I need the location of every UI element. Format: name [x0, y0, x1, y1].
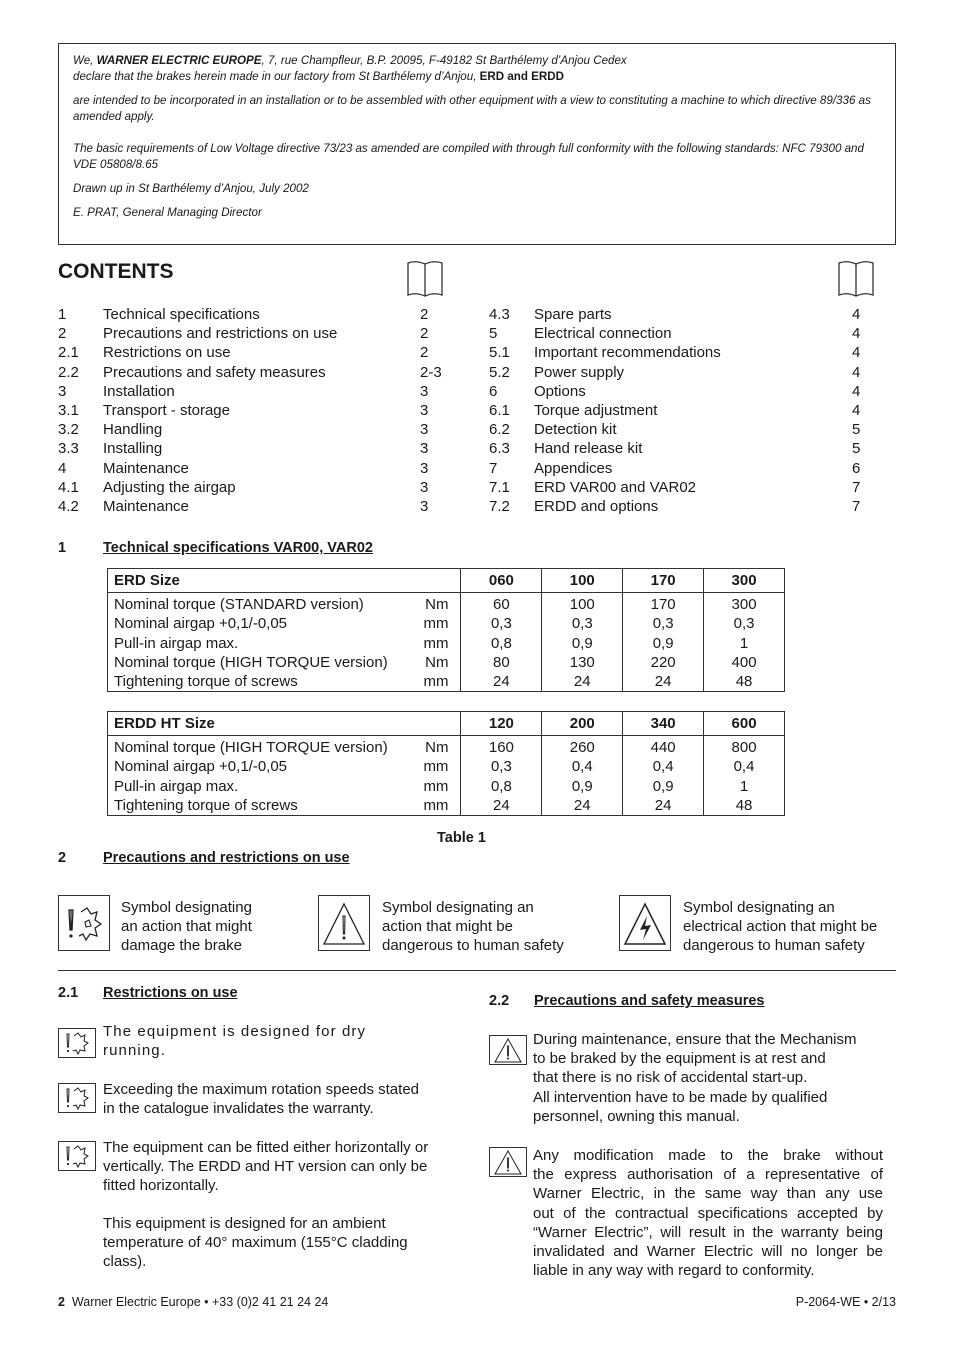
table-row-label — [114, 738, 460, 757]
section-number: 2 — [58, 850, 67, 866]
table-size-header: 100 — [542, 569, 623, 593]
text-line: personnel, owning this manual. — [533, 1107, 740, 1125]
symbol-description — [121, 898, 252, 955]
spec-label: Nominal airgap +0,1/-0,05 — [114, 615, 288, 633]
text-line: The equipment is designed for dry — [103, 1023, 367, 1040]
text-line: “Warner Electric”, will result in the warranty being — [533, 1223, 883, 1241]
table-cell: 0,9 — [571, 777, 593, 795]
text-line: class). — [103, 1253, 147, 1271]
table-cell: 0,4 — [652, 758, 674, 776]
safety-modification-warranty — [533, 1146, 883, 1280]
text-line: During maintenance, ensure that the Mechanism — [533, 1031, 857, 1048]
contents-entry-number: 4.1 — [58, 478, 79, 496]
contents-entry — [489, 382, 869, 401]
contents-entry — [489, 478, 869, 497]
table-cell: 100 — [569, 596, 595, 613]
table-row-label — [114, 757, 460, 776]
text-line: Any modification made to the brake without — [533, 1147, 883, 1164]
contents-entry-title: Options — [534, 382, 586, 400]
contents-entry — [58, 382, 458, 401]
contents-entry — [489, 324, 869, 343]
table-cell: 220 — [650, 653, 676, 671]
declaration-address: , 7, rue Champfleur, B.P. 20095, F-49182 St Barthélemy d’Anjou Cedex — [261, 54, 627, 67]
text-line: electrical action that might be — [683, 918, 878, 935]
table-cell: 24 — [493, 673, 510, 691]
contents-entry — [489, 497, 869, 516]
contents-entry-page: 3 — [420, 459, 429, 477]
contents-entry-page: 4 — [852, 344, 861, 362]
contents-entry-title: Adjusting the airgap — [103, 478, 236, 496]
spec-label: Nominal airgap +0,1/-0,05 — [114, 758, 288, 776]
contents-entry-page: 4 — [852, 382, 861, 400]
contents-entry-page: 5 — [852, 440, 861, 458]
table-size-header: 120 — [461, 712, 542, 736]
table-row — [108, 736, 785, 816]
table-cell: 24 — [654, 796, 672, 814]
table-cell: 48 — [735, 673, 753, 691]
restriction-dry-running — [103, 1022, 455, 1060]
text-line: out of the contractual specifications accepted by — [533, 1204, 883, 1222]
table-cell: 0,9 — [652, 634, 674, 652]
spec-unit: mm — [423, 796, 449, 814]
contents-entry-number: 3.3 — [58, 440, 79, 458]
contents-entry-page: 5 — [852, 421, 861, 439]
declaration-text: declare that the brakes herein made in our factory from St Barthélemy d’Anjou, — [73, 70, 480, 83]
text-line: damage the brake — [121, 937, 242, 954]
table-cell: 160 — [488, 739, 514, 756]
contents-entry-page: 6 — [852, 459, 861, 477]
declaration-text: We, — [73, 54, 97, 67]
contents-entry-page: 7 — [852, 478, 861, 496]
contents-entry-title: Installation — [103, 382, 175, 400]
erdd-spec-table — [107, 711, 785, 816]
contents-entry-page: 4 — [852, 401, 861, 419]
table-cell: 260 — [569, 739, 595, 756]
footer-left — [58, 1295, 328, 1309]
declaration-models: ERD and ERDD — [479, 70, 565, 83]
contents-entry-page: 7 — [852, 497, 861, 515]
contents-entry-title: ERD VAR00 and VAR02 — [534, 478, 697, 496]
brake-damage-icon — [58, 1141, 96, 1171]
contents-entry-page: 3 — [420, 478, 429, 496]
contents-entry-number: 4.2 — [58, 497, 79, 515]
contents-entry-number: 2.1 — [58, 344, 79, 362]
text-line: The equipment can be fitted either horizontally or — [103, 1139, 429, 1156]
contents-entry — [489, 459, 869, 478]
contents-entry-title: ERDD and options — [534, 497, 659, 515]
text-line: the express authorisation of a representative of — [533, 1166, 883, 1184]
spec-label: Tightening torque of screws — [114, 673, 298, 691]
table-size-header: 170 — [623, 569, 704, 593]
text-line: in the catalogue invalidates the warranty. — [103, 1100, 374, 1118]
table-cell: 0,9 — [571, 634, 593, 652]
contents-entry-title: Installing — [103, 440, 163, 458]
table-size-header: 600 — [704, 712, 785, 736]
contents-entry — [489, 305, 869, 324]
book-icon — [406, 259, 444, 297]
table-row-label — [114, 777, 460, 796]
table-cell: 0,8 — [490, 777, 512, 795]
table-header-label: ERDD HT Size — [108, 712, 461, 736]
page-number: 2 — [58, 1295, 65, 1309]
contents-entry — [58, 305, 458, 324]
table-cell: 80 — [493, 653, 510, 671]
spec-label: Nominal torque (HIGH TORQUE version) — [114, 739, 388, 756]
contents-entry — [58, 401, 458, 420]
table-row — [108, 593, 785, 692]
company-name: WARNER ELECTRIC EUROPE — [96, 54, 262, 67]
table-size-header: 300 — [704, 569, 785, 593]
contents-entry-title: Maintenance — [103, 459, 189, 477]
declaration-paragraph-3: The basic requirements of Low Voltage directive 73/23 as amended are compiled with through full conformity with the following standards: NFC 79300 and VDE 05808/8.65 — [73, 142, 864, 171]
contents-entry — [58, 363, 458, 382]
contents-entry-title: Handling — [103, 421, 163, 439]
declaration-paragraph-2: are intended to be incorporated in an installation or to be assembled with other equipment with a view to constituting a machine to which directive 89/336 as amended apply. — [73, 94, 871, 123]
text-line: running. — [103, 1042, 167, 1060]
contents-entry-title: Transport - storage — [103, 401, 230, 419]
contents-title: CONTENTS — [58, 260, 174, 283]
table-cell: 170 — [650, 596, 676, 613]
text-line: This equipment is designed for an ambient — [103, 1215, 386, 1232]
contents-entry-title: Restrictions on use — [103, 344, 231, 362]
spec-unit: Nm — [425, 739, 449, 756]
contents-entry — [489, 401, 869, 420]
contents-entry — [58, 459, 458, 478]
contents-entry-number: 3.1 — [58, 401, 79, 419]
table-row-label — [114, 672, 460, 691]
table-cell: 0,3 — [490, 758, 512, 776]
contents-entry-number: 1 — [58, 306, 67, 323]
table-size-header: 060 — [461, 569, 542, 593]
contents-entry-number: 6.3 — [489, 440, 510, 458]
table-cell: 0,3 — [490, 615, 512, 633]
table-cell: 800 — [731, 739, 757, 756]
contents-entry-title: Technical specifications — [103, 306, 260, 323]
footer-contact: Warner Electric Europe • +33 (0)2 41 21 24 24 — [71, 1295, 329, 1309]
text-line: to be braked by the equipment is at rest and — [533, 1050, 826, 1068]
section-title: Technical specifications VAR00, VAR02 — [103, 540, 373, 556]
contents-entry-number: 4 — [58, 459, 67, 477]
contents-entry-title: Hand release kit — [534, 440, 643, 458]
section-number: 2.1 — [58, 985, 79, 1001]
contents-entry-title: Precautions and restrictions on use — [103, 325, 338, 343]
contents-entry-title: Important recommendations — [534, 344, 721, 362]
text-line: vertically. The ERDD and HT version can only be — [103, 1158, 428, 1176]
table-cell: 400 — [731, 653, 757, 671]
table-cell: 0,3 — [652, 615, 674, 633]
section-divider — [58, 970, 896, 971]
table-cell: 130 — [569, 653, 595, 671]
table-cell: 60 — [493, 596, 510, 613]
section-title: Precautions and safety measures — [534, 993, 765, 1009]
table-cell: 0,8 — [490, 634, 512, 652]
spec-unit: mm — [423, 758, 449, 776]
warning-triangle-icon — [318, 895, 370, 951]
text-line: Symbol designating an — [683, 899, 835, 916]
contents-entry-number: 5.2 — [489, 363, 510, 381]
table-cell: 48 — [735, 796, 753, 814]
contents-entry-title: Torque adjustment — [534, 401, 658, 419]
table-cell: 300 — [731, 596, 757, 613]
brake-damage-icon — [58, 1083, 96, 1113]
contents-entry — [58, 324, 458, 343]
contents-entry-title: Precautions and safety measures — [103, 363, 326, 381]
section-title: Precautions and restrictions on use — [103, 850, 350, 866]
table-cell: 0,4 — [733, 758, 755, 776]
declaration-signature: E. PRAT, General Managing Director — [73, 206, 262, 219]
text-line: dangerous to human safety — [683, 937, 865, 954]
contents-entry-page: 2 — [420, 325, 429, 343]
text-line: dangerous to human safety — [382, 937, 564, 954]
text-line: Symbol designating an — [382, 899, 534, 916]
spec-label: Nominal torque (STANDARD version) — [114, 596, 364, 613]
table-cell: 0,4 — [571, 758, 593, 776]
table-row-label — [114, 796, 460, 815]
contents-entry-title: Spare parts — [534, 306, 612, 323]
text-line: temperature of 40° maximum (155°C cladding — [103, 1234, 408, 1252]
contents-list-left — [58, 305, 458, 516]
contents-entry-page: 3 — [420, 497, 429, 515]
footer-right: P-2064-WE • 2/13 — [795, 1295, 896, 1309]
contents-entry-page: 2-3 — [420, 363, 442, 381]
contents-list-right — [489, 305, 869, 516]
spec-unit: mm — [423, 673, 449, 691]
contents-entry-number: 2 — [58, 325, 67, 343]
contents-entry-page: 4 — [852, 306, 861, 323]
restriction-mounting — [103, 1138, 463, 1196]
table-cell: 0,3 — [733, 615, 755, 633]
spec-label: Pull-in airgap max. — [114, 634, 239, 652]
spec-unit: mm — [423, 634, 449, 652]
text-line: Warner Electric, in the same way than any use — [533, 1185, 883, 1203]
contents-entry-page: 3 — [420, 401, 429, 419]
text-line: Exceeding the maximum rotation speeds stated — [103, 1081, 420, 1098]
contents-entry-page: 4 — [852, 363, 861, 381]
contents-entry-page: 2 — [420, 344, 429, 362]
safety-maintenance — [533, 1030, 885, 1126]
table-size-header: 200 — [542, 712, 623, 736]
text-line: an action that might — [121, 918, 252, 935]
symbol-description — [382, 898, 564, 955]
contents-entry-number: 7.1 — [489, 478, 510, 496]
spec-label: Nominal torque (HIGH TORQUE version) — [114, 653, 388, 671]
contents-entry-number: 5 — [489, 325, 498, 343]
contents-entry — [489, 343, 869, 362]
contents-entry-page: 2 — [420, 306, 429, 323]
contents-entry-title: Maintenance — [103, 497, 189, 515]
text-line: Symbol designating — [121, 899, 252, 916]
table-size-header: 340 — [623, 712, 704, 736]
spec-unit: Nm — [425, 596, 449, 613]
table-cell: 1 — [739, 634, 749, 652]
book-icon — [837, 259, 875, 297]
declaration-box — [58, 43, 896, 245]
contents-entry-number: 6.1 — [489, 401, 510, 419]
spec-unit: Nm — [425, 653, 449, 671]
contents-entry-title: Appendices — [534, 459, 613, 477]
text-line: liable in any way with regard to conformity. — [533, 1262, 815, 1280]
warning-triangle-icon — [489, 1147, 527, 1177]
table-cell: 24 — [493, 796, 510, 814]
contents-entry — [58, 478, 458, 497]
text-line: invalidated and Warner Electric will no longer be — [533, 1243, 883, 1261]
spec-label: Pull-in airgap max. — [114, 777, 239, 795]
contents-entry-number: 4.3 — [489, 306, 510, 323]
table-cell: 0,3 — [571, 615, 593, 633]
spec-unit: mm — [423, 777, 449, 795]
contents-entry-page: 4 — [852, 325, 861, 343]
table-row-label — [114, 653, 460, 672]
text-line: fitted horizontally. — [103, 1177, 219, 1195]
contents-entry — [58, 497, 458, 516]
contents-entry-title: Electrical connection — [534, 325, 672, 343]
section-number: 1 — [58, 540, 67, 556]
table-row-label — [114, 595, 460, 614]
brake-damage-icon — [58, 1028, 96, 1058]
contents-entry — [58, 420, 458, 439]
restriction-ambient-temperature — [103, 1214, 463, 1272]
contents-entry — [58, 343, 458, 362]
spec-label: Tightening torque of screws — [114, 796, 298, 814]
contents-entry-number: 3.2 — [58, 421, 79, 439]
text-line: action that might be — [382, 918, 513, 935]
contents-entry-number: 5.1 — [489, 344, 510, 362]
table-cell: 440 — [650, 739, 676, 756]
contents-entry — [58, 439, 458, 458]
declaration-paragraph-1 — [73, 53, 881, 85]
contents-entry-title: Detection kit — [534, 421, 617, 439]
spec-unit: mm — [423, 615, 449, 633]
section-number: 2.2 — [489, 993, 510, 1009]
table-cell: 1 — [739, 777, 749, 795]
restriction-rotation-speed — [103, 1080, 463, 1118]
text-line: All intervention have to be made by qualified — [533, 1088, 828, 1106]
contents-entry-number: 7 — [489, 459, 498, 477]
table-cell: 0,9 — [652, 777, 674, 795]
contents-entry — [489, 439, 869, 458]
contents-entry-page: 3 — [420, 382, 429, 400]
table-cell: 24 — [654, 673, 672, 691]
contents-entry-page: 3 — [420, 421, 429, 439]
table-row-label — [114, 634, 460, 653]
erd-spec-table — [107, 568, 785, 692]
contents-entry — [489, 363, 869, 382]
contents-entry-page: 3 — [420, 440, 429, 458]
table-row-label — [114, 614, 460, 633]
table-cell: 24 — [573, 673, 591, 691]
symbol-description — [683, 898, 877, 955]
contents-entry-number: 2.2 — [58, 363, 79, 381]
table-header-label: ERD Size — [108, 569, 461, 593]
electrical-hazard-icon — [619, 895, 671, 951]
table-caption: Table 1 — [437, 830, 486, 846]
contents-entry — [489, 420, 869, 439]
contents-entry-title: Power supply — [534, 363, 625, 381]
table-cell: 24 — [573, 796, 591, 814]
declaration-paragraph-4: Drawn up in St Barthélemy d’Anjou, July 2002 — [73, 182, 309, 195]
text-line: that there is no risk of accidental start-up. — [533, 1069, 808, 1087]
contents-entry-number: 6.2 — [489, 421, 510, 439]
section-title: Restrictions on use — [103, 985, 238, 1001]
contents-entry-number: 6 — [489, 382, 498, 400]
brake-damage-icon — [58, 895, 110, 951]
contents-entry-number: 3 — [58, 382, 67, 400]
warning-triangle-icon — [489, 1035, 527, 1065]
contents-entry-number: 7.2 — [489, 497, 510, 515]
